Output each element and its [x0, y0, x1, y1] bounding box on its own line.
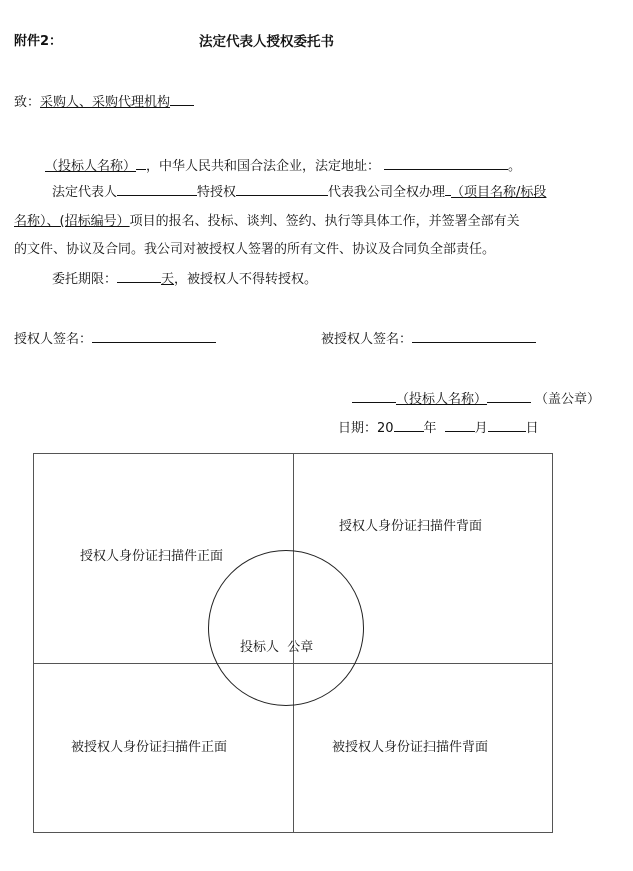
term-rest: ，被授权人不得转授权。: [174, 272, 318, 287]
recipient-underline: [170, 93, 194, 106]
grantee-signature: [321, 328, 536, 347]
legal-address-blank[interactable]: [384, 157, 508, 170]
term-label: 委托期限：: [52, 272, 118, 287]
month-label: 月: [474, 421, 488, 436]
company-seal-text: 投标人 公章: [240, 640, 314, 655]
paragraph-line-1: [45, 155, 521, 174]
grantor-signature: [14, 328, 216, 347]
id-front-grantee: 被授权人身份证扫描件正面: [71, 740, 228, 755]
recipient-prefix: 致：: [14, 95, 41, 110]
tender-number-field: 名称）、(招标编号）: [14, 214, 130, 229]
line3-text: 项目的报名、投标、谈判、签约、执行等具体工作，并签署全部有关: [129, 214, 520, 229]
company-seal-circle: [208, 550, 364, 706]
day-blank[interactable]: [488, 419, 526, 432]
line1-text: ，中华人民共和国合法企业，法定地址：: [146, 159, 381, 174]
year-label: 年: [423, 421, 437, 436]
grantor-signature-blank[interactable]: [92, 330, 216, 343]
legal-rep-blank[interactable]: [117, 183, 197, 196]
represent-label: 代表我公司全权办理: [328, 185, 446, 200]
id-back-grantor: 授权人身份证扫描件背面: [339, 519, 483, 534]
paragraph-line-2: [52, 181, 546, 200]
grantor-signature-label: 授权人签名：: [14, 332, 93, 347]
month-blank[interactable]: [445, 419, 475, 432]
id-back-grantee: 被授权人身份证扫描件背面: [332, 740, 489, 755]
date-line: [338, 417, 539, 436]
day-label: 日: [525, 421, 539, 436]
date-label: 日期：20: [338, 421, 394, 436]
special-auth-label: 特授权: [197, 185, 237, 200]
bidder-name-field: （投标人名称）: [45, 159, 137, 174]
grantee-signature-blank[interactable]: [412, 330, 536, 343]
recipient-value: 采购人、采购代理机构: [40, 95, 171, 110]
year-blank[interactable]: [394, 419, 424, 432]
grantee-signature-label: 被授权人签名：: [321, 332, 413, 347]
legal-rep-label: 法定代表人: [52, 185, 118, 200]
blank: [136, 157, 146, 170]
term-unit: 天: [161, 272, 175, 287]
seal-bidder-name: （投标人名称）: [396, 392, 488, 407]
attachment-label: 附件2：: [14, 34, 63, 49]
id-front-grantor: 授权人身份证扫描件正面: [80, 549, 224, 564]
paragraph-line-4: 的文件、协议及合同。我公司对被授权人签署的所有文件、协议及合同负全部责任。: [14, 242, 496, 257]
blank: [487, 390, 531, 403]
seal-line: [352, 388, 600, 407]
grantee-blank[interactable]: [236, 183, 328, 196]
line1-end: 。: [508, 159, 522, 174]
project-name-field: （项目名称/标段: [451, 185, 547, 200]
recipient-line: [14, 91, 194, 110]
term-line: [52, 268, 317, 287]
blank: [352, 390, 396, 403]
seal-label: （盖公章）: [535, 392, 601, 407]
paragraph-line-3: [14, 210, 520, 229]
term-days-blank[interactable]: [117, 270, 161, 283]
page-title: 法定代表人授权委托书: [199, 34, 334, 50]
